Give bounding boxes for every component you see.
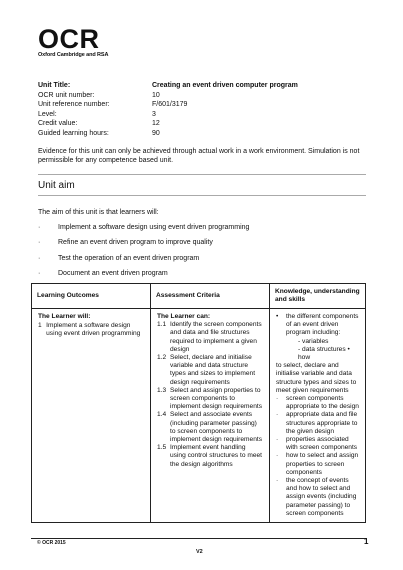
learner-will-label: The Learner will:	[38, 313, 91, 320]
section-heading-unit-aim: Unit aim	[38, 180, 75, 191]
criterion-number: 1.5	[157, 444, 167, 452]
criterion-text: Identify the screen components and data and file structures required to implement a given design	[170, 321, 262, 353]
criterion-number: 1.4	[157, 411, 167, 419]
criterion	[157, 387, 263, 412]
knowledge-item	[276, 436, 359, 452]
knowledge-text: how to select and assign properties to screen components	[286, 452, 359, 476]
info-value: 10	[152, 91, 160, 99]
list-item-text: Test the operation of an event driven program	[58, 254, 200, 262]
info-row-credit-value	[38, 119, 368, 129]
knowledge-text: the different components of an event driven program including:	[286, 313, 359, 337]
page-number: 1	[364, 537, 369, 546]
column-header: Learning Outcomes	[32, 284, 151, 309]
column-header: Assessment Criteria	[151, 284, 270, 309]
info-row-reference-number	[38, 100, 368, 110]
info-row-unit-number	[38, 91, 368, 101]
copyright: © OCR 2015	[37, 540, 66, 546]
info-value: 90	[152, 129, 160, 137]
info-row-guided-hours	[38, 129, 368, 139]
bullet: ·	[276, 452, 279, 460]
bullet: ·	[276, 436, 279, 444]
bullet: ·	[38, 224, 41, 231]
knowledge-subitem-tail: how	[298, 354, 311, 362]
unit-aim-list	[38, 224, 368, 286]
bullet: ·	[276, 395, 279, 403]
criterion-text: Implement event handling using control structures to meet the design algorithms	[170, 444, 262, 468]
criterion-number: 1.1	[157, 321, 167, 329]
knowledge-continuation: to select, declare and initialise variable and data structure types and sizes to meet given requirements	[276, 362, 357, 394]
bullet: ·	[38, 254, 41, 262]
unit-info	[38, 81, 368, 139]
criterion	[157, 444, 263, 469]
bullet: ·	[276, 477, 279, 485]
criterion	[157, 321, 263, 354]
info-value: 12	[152, 120, 160, 128]
criterion	[157, 354, 263, 387]
knowledge-item	[276, 313, 359, 338]
bullet: ·	[38, 239, 41, 247]
info-label: Guided learning hours:	[38, 129, 109, 137]
learning-outcomes-cell	[32, 309, 151, 523]
info-label: Credit value:	[38, 120, 78, 128]
criterion-text: Select and associate events (including parameter passing) to screen components to implement design requirements	[170, 411, 262, 444]
evidence-note: Evidence for this unit can only be achieved through actual work in a work environment. Simulation is not permissible for any competence based unit.	[38, 148, 360, 164]
knowledge-item	[276, 395, 359, 411]
bullet: ·	[276, 411, 279, 419]
list-item-text: Implement a software design using event driven programming	[58, 224, 250, 231]
learner-can-label: The Learner can:	[157, 313, 211, 320]
bullet: ·	[38, 270, 41, 278]
info-value: 3	[152, 110, 156, 118]
outcome-text: Implement a software design using event driven programming	[46, 322, 141, 338]
column-header: Knowledge, understanding and skills	[270, 284, 366, 309]
info-label: OCR unit number:	[38, 91, 95, 99]
knowledge-item	[276, 452, 359, 477]
knowledge-text: properties associated with screen components	[286, 436, 358, 452]
logo-subtitle: Oxford Cambridge and RSA	[38, 52, 109, 58]
footer-divider	[31, 538, 366, 539]
table-header-row	[32, 284, 366, 309]
criterion-number: 1.3	[157, 386, 167, 394]
bullet: •	[347, 345, 350, 353]
outcomes-table	[31, 283, 366, 523]
info-row-title	[38, 81, 368, 91]
assessment-criteria-cell	[151, 309, 270, 523]
criterion	[157, 411, 263, 444]
info-value: Creating an event driven computer program	[152, 82, 298, 89]
knowledge-text: screen components appropriate to the design	[286, 395, 359, 411]
knowledge-subitem-text: - data structures	[298, 345, 346, 353]
list-item	[38, 224, 368, 239]
divider	[38, 195, 366, 196]
unit-aim-intro: The aim of this unit is that learners will:	[38, 209, 159, 216]
list-item	[38, 239, 368, 254]
knowledge-item	[276, 477, 359, 518]
bullet: •	[276, 313, 279, 320]
logo-mark: OCR	[38, 24, 100, 54]
criterion-text: Select, declare and initialise variable and data structure types and sizes to implement design requirements	[170, 354, 256, 386]
knowledge-item	[276, 411, 359, 436]
knowledge-text: the concept of events and how to select and assign events (including parameter passing) to screen components	[286, 477, 357, 517]
list-item-text: Document an event driven program	[58, 270, 168, 278]
version-label: V2	[196, 549, 203, 555]
ocr-logo	[38, 24, 128, 58]
info-label: Unit reference number:	[38, 101, 110, 109]
criterion-text: Select and assign properties to screen components to implement design requirements	[170, 386, 262, 411]
info-label: Level:	[38, 110, 57, 118]
criterion-number: 1.2	[157, 354, 167, 362]
knowledge-subitem: - variables	[298, 337, 329, 345]
knowledge-text: appropriate data and file structures appropriate to the given design	[286, 411, 358, 435]
info-label: Unit Title:	[38, 82, 71, 89]
list-item	[38, 255, 368, 270]
learning-outcome	[38, 322, 144, 338]
table-row	[32, 309, 366, 523]
knowledge-cell	[270, 309, 366, 523]
list-item-text: Refine an event driven program to improve quality	[58, 239, 213, 247]
divider	[38, 174, 366, 175]
info-value: F/601/3179	[152, 101, 188, 109]
outcome-number: 1	[38, 322, 42, 330]
info-row-level	[38, 110, 368, 120]
knowledge-subitem	[276, 346, 359, 362]
